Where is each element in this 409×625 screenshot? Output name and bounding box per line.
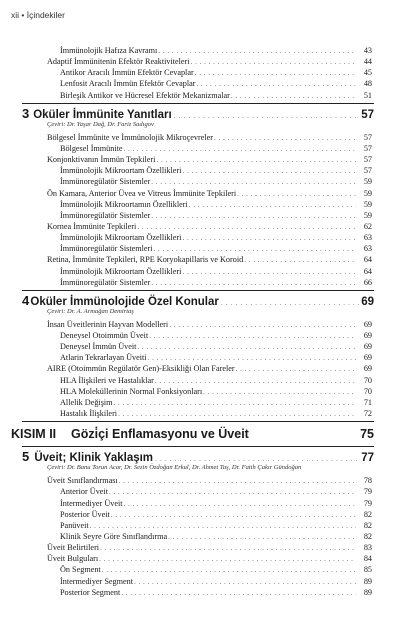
toc-entry-title: Adaptif İmmünitenin Efektör Reaktiviteleri [47,57,190,67]
dot-leader [114,399,356,408]
chapter-number: 3 [22,105,30,121]
toc-entry-page: 72 [363,409,372,419]
dot-leader [119,477,356,486]
dot-leader [182,268,356,277]
toc-entry[interactable] [60,244,372,254]
toc-entry-title: Lenfosit Aracılı İmmün Efektör Cevaplar [60,79,196,89]
toc-entry-page: 45 [363,68,372,78]
toc-entry-title: Deneysel İmmün Üveit [60,342,137,352]
dot-leader [121,589,356,598]
toc-entry[interactable] [60,398,372,408]
toc-entry[interactable] [60,499,372,509]
toc-entry-title: İnsan Üveitlerinin Hayvan Modelleri [47,319,169,329]
part-heading[interactable] [11,423,374,441]
toc-entry[interactable] [60,46,372,56]
dot-leader [148,354,356,363]
toc-entry[interactable] [60,376,372,386]
toc-entry[interactable] [60,177,372,187]
translator-credit: Çeviri: Dr. Yaşar Dağ, Dr. Fariz Sadıgov [47,120,154,128]
toc-entry-page: 84 [363,554,372,564]
toc-entry-page: 48 [363,79,372,89]
dot-leader [231,92,356,101]
toc-entry-page: 59 [363,188,372,198]
dot-leader [100,544,356,553]
chapter-number: 5 [22,449,30,465]
toc-entry-title: HLA İlişkileri ve Hastalıklar [60,375,154,385]
toc-entry-page: 59 [363,177,372,187]
toc-entry-page: 59 [363,210,372,220]
dot-leader [151,178,356,187]
toc-entry-title: İmmünoregülatör Sistemler [60,277,151,287]
section-divider [22,446,374,447]
toc-entry-page: 78 [363,476,372,486]
dot-leader [134,578,356,587]
toc-entry-title: İmmünoregülatör Sistemleri [60,244,153,254]
toc-entry-title: İmmünolojik Mikroortamın Özellikleri [60,199,188,209]
chapter-heading[interactable] [22,448,374,464]
toc-entry-title: Bölgesel İmmünite [60,143,123,153]
toc-entry[interactable] [60,166,372,176]
dot-leader [109,488,356,497]
chapter-title: Oküler İmmünolojide Özel Konular [30,295,219,308]
toc-entry-page: 62 [363,221,372,231]
toc-entry[interactable] [60,532,372,542]
toc-entry-title: Posterior Segment [60,587,121,597]
toc-entry[interactable] [47,222,372,232]
toc-entry[interactable] [47,155,372,165]
toc-entry[interactable] [47,57,372,67]
dot-leader [90,522,356,531]
toc-entry-page: 63 [363,233,372,243]
toc-entry-title: Deneysel Otoimmün Üveit [60,331,149,340]
toc-entry-page: 69 [363,319,372,329]
toc-entry-title: Kornea İmmünite Tepkileri [47,221,137,231]
dot-leader [137,223,356,232]
toc-entry[interactable] [47,320,372,330]
toc-entry-page: 79 [363,487,372,497]
dot-leader [118,410,356,419]
dot-leader [182,234,356,243]
toc-entry-title: Ön Segment [60,565,101,575]
toc-entry-page: 83 [363,543,372,553]
toc-entry-page: 82 [363,509,372,519]
toc-entry-page: 70 [363,386,372,396]
dot-leader [195,69,356,78]
dot-leader [156,156,356,165]
toc-entry-page: 57 [363,155,372,165]
toc-entry[interactable] [60,588,372,598]
toc-entry-title: İmmünolojik Mikroortam Özellikleri [60,233,182,243]
toc-entry[interactable] [60,144,372,154]
chapter-title: Oküler İmmünite Yanıtları [33,108,172,121]
toc-entry[interactable] [60,521,372,531]
toc-entry-title: Üveit Bulguları [47,554,99,564]
toc-entry-title: İntermediyer Üveit [60,498,123,508]
toc-entry-page: 89 [363,576,372,586]
section-divider [22,103,374,104]
dot-leader [102,566,356,575]
toc-entry[interactable] [60,233,372,243]
toc-entry-title: Anterior Üveit [60,487,108,497]
toc-entry-title: Üveit Sınıflandırması [47,476,118,486]
toc-entry[interactable] [60,331,372,341]
toc-entry-title: Retina, İmmünite Tepkileri, RPE Koryokapillaris ve Koroid [47,255,244,265]
dot-leader [214,134,356,143]
toc-entry-title: İmmünolojik Hafıza Kavramı [60,46,158,55]
dot-leader [149,332,356,341]
toc-entry-page: 85 [363,565,372,575]
toc-entry[interactable] [60,353,372,363]
toc-entry-page: 59 [363,199,372,209]
toc-entry-title: Üveit Belirtileri [47,543,100,553]
chapter-page: 57 [361,108,374,121]
toc-entry[interactable] [47,364,372,374]
toc-entry[interactable] [47,543,372,553]
toc-entry[interactable] [60,79,372,89]
dot-leader [189,201,356,210]
translator-credit: Çeviri: Dr. Banu Torun Acar, Dr. Sezin Özdoğan Erkul, Dr. Ahmet Taş, Dr. Fatih Çakır Gündoğan [47,464,302,472]
dot-leader [155,377,356,386]
toc-entry-page: 64 [363,255,372,265]
toc-entry-title: AIRE (Otoimmün Regülatör Gen)-Eksikliği Olan Fareler [47,364,235,374]
toc-entry-title: HLA Moleküllerinin Normal Fonksiyonları [60,386,203,396]
toc-entry[interactable] [60,342,372,352]
dot-leader [168,533,356,542]
section-divider [22,421,374,422]
toc-entry-title: Bölgesel İmmünite ve İmmünolojik Mikroçevreler [47,132,213,142]
toc-entry[interactable] [47,133,372,143]
toc-entry[interactable] [60,211,372,221]
dot-leader [99,555,356,564]
dot-leader [151,279,356,288]
dot-leader [124,500,356,509]
chapter-heading[interactable] [22,292,374,308]
toc-entry-title: Atlarin Tekrarlayan Üveiti [60,353,147,363]
toc-entry-title: Allelik Değişim [60,397,113,407]
toc-entry-title: İmmünoregülatör Sistemler [60,210,151,220]
dot-leader [174,112,360,121]
toc-entry[interactable] [60,200,372,210]
toc-entry[interactable] [47,554,372,564]
toc-entry[interactable] [47,189,372,199]
dot-leader [197,80,356,89]
toc-entry-page: 70 [363,375,372,385]
toc-entry[interactable] [60,267,372,277]
toc-entry[interactable] [60,565,372,575]
dot-leader [124,145,356,154]
toc-entry-title: Hastalık İlişkileri [60,409,118,419]
toc-entry-page: 64 [363,266,372,276]
toc-entry[interactable] [60,577,372,587]
chapter-heading[interactable] [22,105,374,121]
dot-leader [111,511,356,520]
toc-entry-title: İmmünoregülatör Sistemler [60,177,151,187]
running-head: xii • İçindekiler [11,10,65,20]
section-divider [22,290,374,291]
dot-leader [244,256,356,265]
toc-entry-title: Birleşik Antikor ve Hücresel Efektör Mekanizmalar [60,90,230,100]
toc-entry-page: 79 [363,498,372,508]
toc-entry-page: 51 [363,90,372,100]
chapter-title: Üveit; Klinik Yaklaşım [34,452,154,465]
translator-credit: Çeviri: Dr. A. Armağan Demirtaş [47,307,134,315]
toc-entry-title: Konjonktivanın İmmün Tepkileri [47,155,156,165]
toc-entry-page: 66 [363,277,372,287]
toc-entry-page: 69 [363,342,372,352]
toc-entry[interactable] [60,487,372,497]
toc-entry-title: İntermediyer Segment [60,576,133,586]
part-page: 75 [360,427,374,442]
toc-entry-title: Klinik Seyre Göre Sınıflandırma [60,531,168,541]
part-label: KISIM II [11,427,57,442]
toc-entry-title: İmmünolojik Mikroortam Özellikleri [60,166,182,176]
toc-entry-page: 82 [363,520,372,530]
toc-entry[interactable] [47,255,372,265]
toc-entry[interactable] [60,68,372,78]
dot-leader [151,212,356,221]
toc-entry-page: 57 [363,143,372,153]
toc-entry[interactable] [60,409,372,419]
toc-entry-page: 82 [363,531,372,541]
chapter-number: 4 [22,292,30,308]
toc-entry-page: 69 [363,353,372,363]
toc-entry-page: 43 [363,46,372,55]
dot-leader [169,321,356,330]
chapter-page: 69 [361,295,374,308]
toc-entry-page: 69 [363,331,372,340]
toc-entry-title: İmmünolojik Mikroortam Özellikleri [60,266,182,276]
toc-entry-page: 63 [363,244,372,254]
dot-leader [203,388,356,397]
toc-entry-title: Panüveit [60,520,89,530]
dot-leader [236,365,356,374]
toc-entry-page: 69 [363,364,372,374]
toc-entry-page: 71 [363,397,372,407]
toc-entry[interactable] [60,387,372,397]
dot-leader [221,299,359,308]
dot-leader [154,245,356,254]
toc-entry[interactable] [60,510,372,520]
toc-entry-title: Antikor Aracılı İmmün Efektör Cevaplar [60,68,194,78]
toc-entry-title: Ön Kamara, Anterior Üvea ve Vitreus İmmünite Tepkileri [47,188,237,198]
dot-leader [137,343,356,352]
toc-entry[interactable] [47,476,372,486]
toc-entry-page: 57 [363,132,372,142]
toc-entry-title: Posterior Üveit [60,509,110,519]
chapter-page: 77 [361,452,374,465]
dot-leader [158,47,356,56]
toc-entry[interactable] [60,91,372,101]
dot-leader [191,58,356,67]
part-title: Gözi̇çi Enflamasyonu ve Üveit [71,427,249,442]
toc-entry[interactable] [60,278,372,288]
dot-leader [182,167,356,176]
toc-entry-page: 57 [363,166,372,176]
toc-entry-page: 44 [363,57,372,67]
toc-entry-page: 89 [363,587,372,597]
dot-leader [237,190,356,199]
dot-leader [155,455,359,464]
